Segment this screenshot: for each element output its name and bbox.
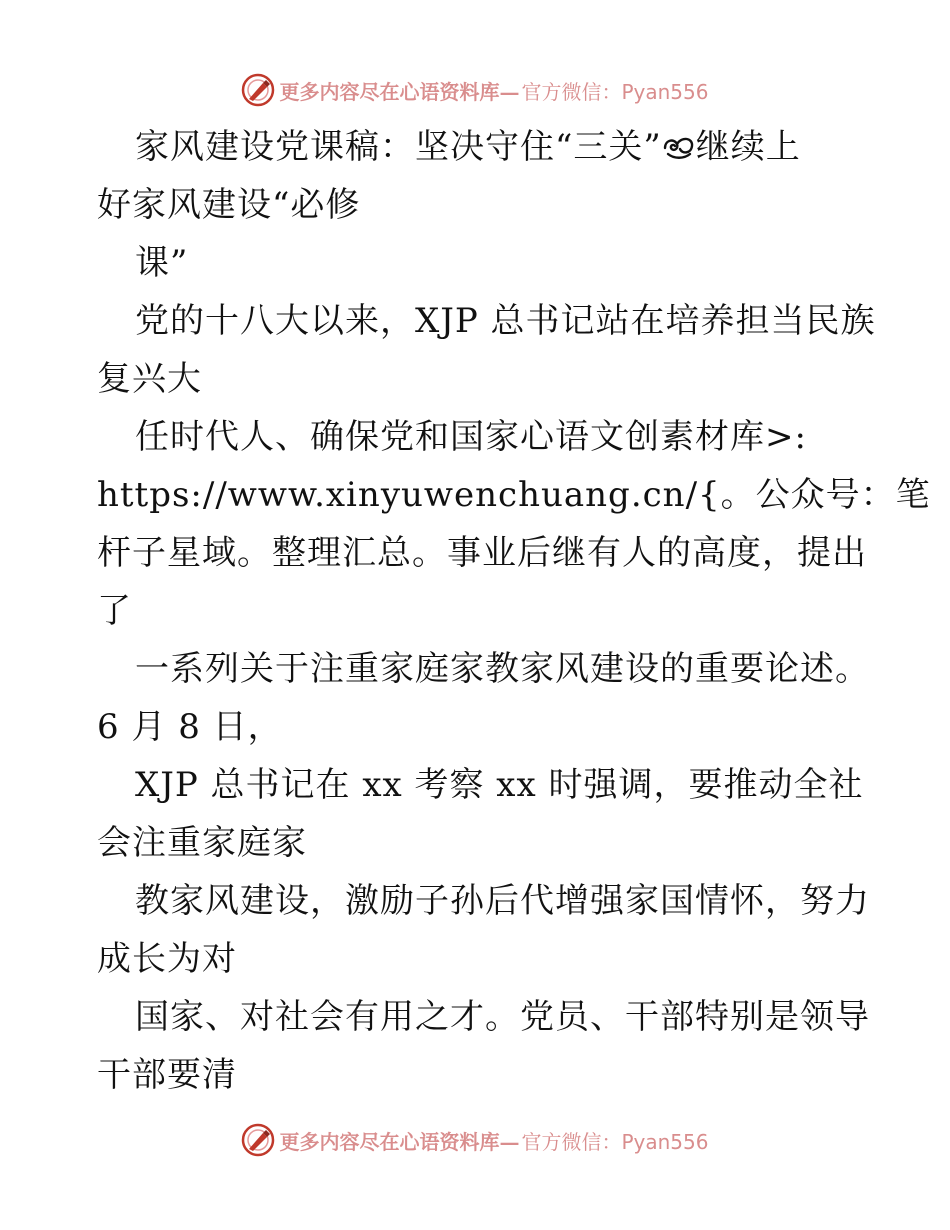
text-line: 成长为对 — [97, 939, 237, 979]
text-line: 一系列关于注重家庭家教家风建设的重要论述。 — [135, 649, 870, 689]
header-wechat-text: 官方微信：Pyan556 — [521, 79, 709, 104]
text-line: 国家、对社会有用之才。党员、干部特别是领导 — [135, 997, 870, 1037]
pen-logo-icon — [241, 73, 275, 107]
text-line: 任时代人、确保党和国家心语文创素材库>: — [135, 417, 807, 457]
title-text-a: 家风建设党课稿：坚决守住“三关” — [135, 127, 662, 167]
text-line: 了 — [97, 591, 132, 631]
text-line: 6 月 8 日， — [97, 707, 283, 747]
pen-logo-icon — [241, 1123, 275, 1157]
decorative-swirl-icon — [662, 132, 696, 162]
text-line: 党的十八大以来，XJP 总书记站在培养担当民族 — [135, 301, 876, 341]
text-line: 教家风建设，激励子孙后代增强家国情怀，努力 — [135, 881, 870, 921]
footer-watermark — [0, 1120, 950, 1160]
footer-wechat-text: 官方微信：Pyan556 — [521, 1129, 709, 1154]
text-line: https://www.xinyuwenchuang.cn/{。公众号：笔 — [97, 475, 931, 515]
document-title-line — [97, 118, 857, 176]
header-site-text: 更多内容尽在心语资料库— — [279, 79, 520, 104]
text-line: XJP 总书记在 xx 考察 xx 时强调，要推动全社 — [135, 765, 864, 805]
text-line: 会注重家庭家 — [97, 823, 307, 863]
document-body — [97, 118, 931, 1104]
text-line: 干部要清 — [97, 1055, 237, 1095]
text-line: 好家风建设“必修 — [97, 185, 361, 225]
header-watermark — [0, 70, 950, 110]
text-line: 复兴大 — [97, 359, 202, 399]
footer-site-text: 更多内容尽在心语资料库— — [279, 1129, 520, 1154]
text-line: 课” — [135, 243, 189, 283]
text-line: 杆子星域。整理汇总。事业后继有人的高度，提出 — [97, 533, 867, 573]
title-text-b: 继续上 — [695, 127, 801, 167]
